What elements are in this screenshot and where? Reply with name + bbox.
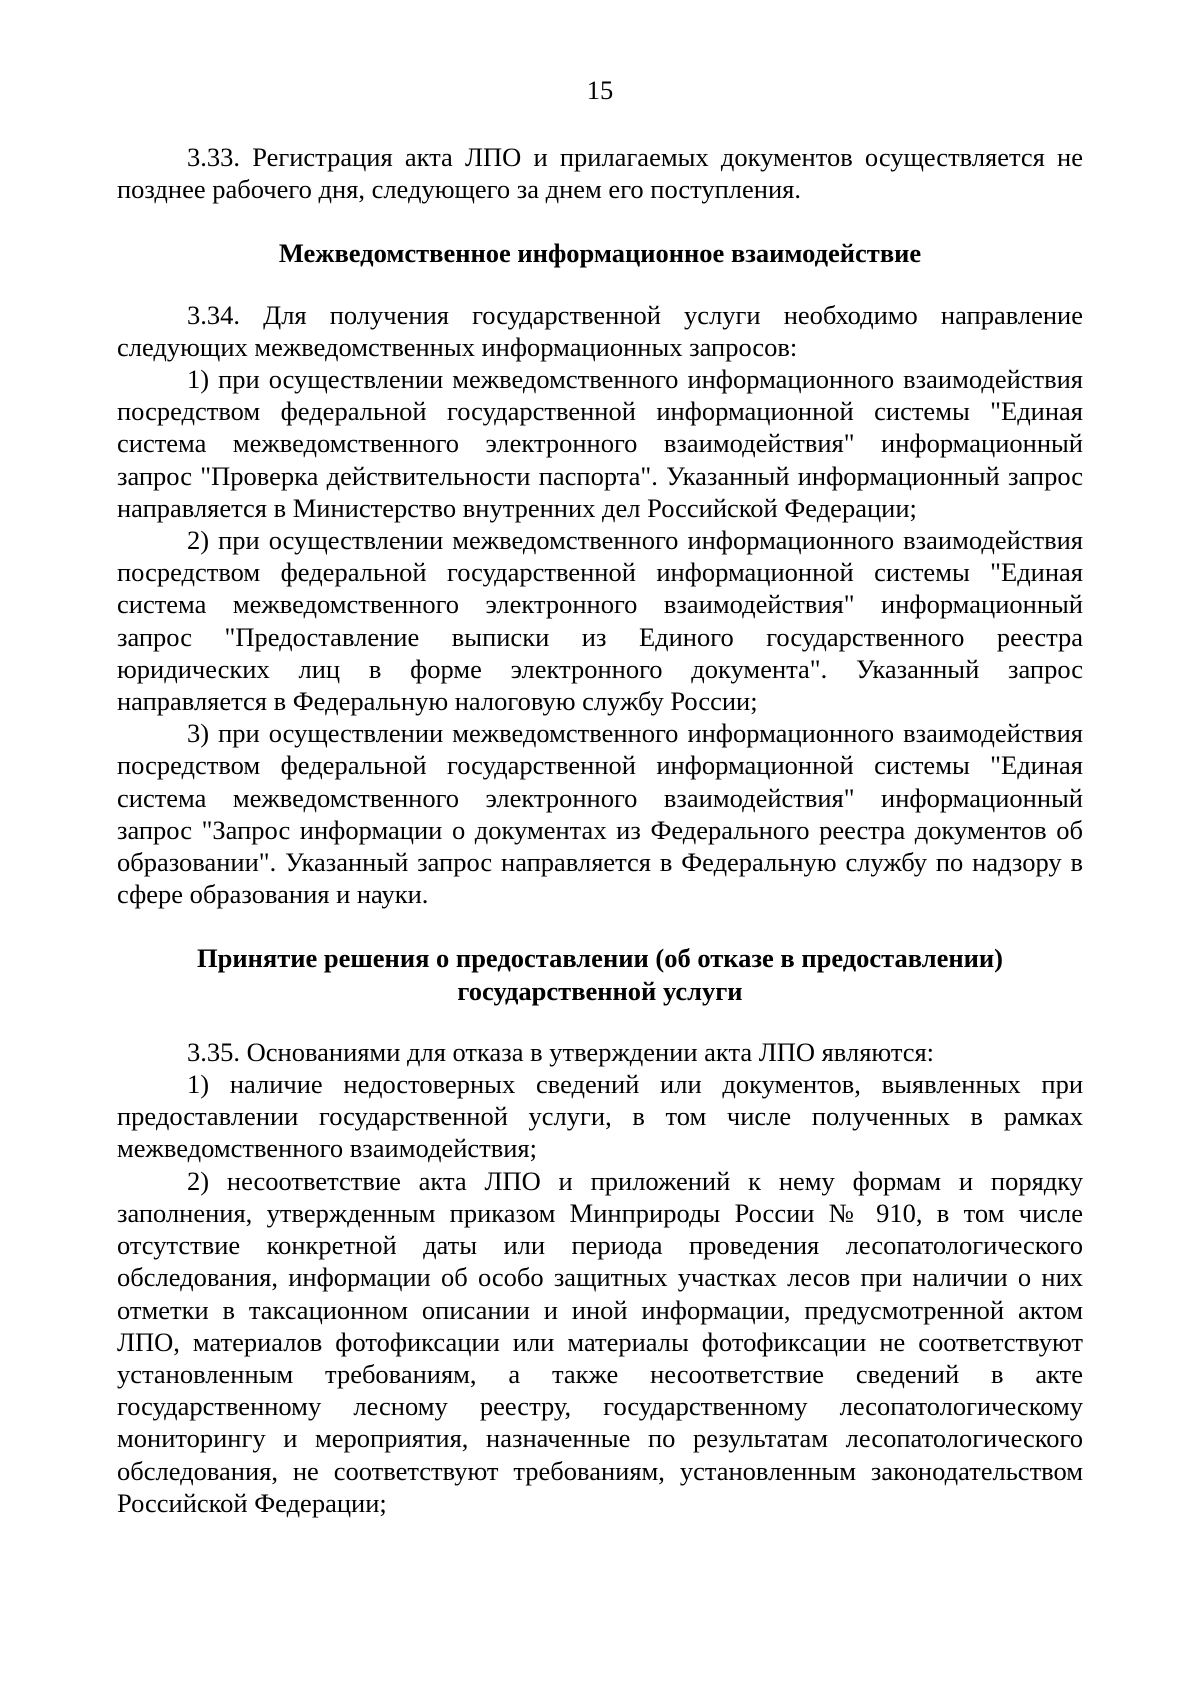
paragraph-3-35-item-1: 1) наличие недостоверных сведений или документов, выявленных при предоставлении государственной услуги, в том числе полученных в рамках межведомственного взаимодействия; — [117, 1069, 1083, 1164]
spacer — [117, 1007, 1083, 1036]
section-heading-decision — [117, 942, 1083, 1006]
spacer — [117, 910, 1083, 942]
section-heading-interagency: Межведомственное информационное взаимодействие — [278, 238, 922, 269]
spacer — [117, 205, 1083, 237]
paragraph-3-34-item-2: 2) при осуществлении межведомственного информационного взаимодействия посредством федеральной государственной информационной системы "Единая система межведомственного электронного взаимодействия" информационный запрос "Предоставление выписки из Единого государственного реестра юридических лиц в форме электронного документа". Указанный запрос направляется в Федеральную налоговую службу России; — [117, 525, 1083, 717]
section-heading-decision-line-1: Принятие решения о предоставлении (об отказе в предоставлении) — [197, 943, 1003, 974]
paragraph-3-34: 3.34. Для получения государственной услуги необходимо направление следующих межведомственных информационных запросов: — [117, 299, 1083, 362]
paragraph-3-35: 3.35. Основаниями для отказа в утверждении акта ЛПО являются: — [187, 1036, 935, 1067]
page-number: 15 — [586, 75, 614, 105]
paragraph-3-33: 3.33. Регистрация акта ЛПО и прилагаемых документов осуществляется не позднее рабочего дня, следующего за днем его поступления. — [117, 142, 1083, 205]
spacer — [117, 270, 1083, 299]
paragraph-3-34-item-3: 3) при осуществлении межведомственного информационного взаимодействия посредством федеральной государственной информационной системы "Единая система межведомственного электронного взаимодействия" информационный запрос "Запрос информации о документах из Федерального реестра документов об образовании". Указанный запрос направляется в Федеральную службу по надзору в сфере образования и науки. — [117, 718, 1083, 910]
document-body — [117, 141, 1083, 1519]
paragraph-3-34-item-1: 1) при осуществлении межведомственного информационного взаимодействия посредством федеральной государственной информационной системы "Единая система межведомственного электронного взаимодействия" информационный запрос "Проверка действительности паспорта". Указанный информационный запрос направляется в Министерство внутренних дел Российской Федерации; — [117, 364, 1083, 523]
section-heading-decision-line-2: государственной услуги — [457, 975, 743, 1006]
paragraph-3-35-item-2: 2) несоответствие акта ЛПО и приложений к нему формам и порядку заполнения, утвержденным приказом Минприроды России № 910, в том числе отсутствие конкретной даты или периода проведения лесопатологического обследования, информации об особо защитных участках лесов при наличии о них отметки в таксационном описании и иной информации, предусмотренной актом ЛПО, материалов фотофиксации или материалы фотофиксации не соответствуют установленным требованиям, а также несоответствие сведений в акте государственному лесному реестру, государственному лесопатологическому мониторингу и мероприятия, назначенные по результатам лесопатологического обследования, не соответствуют требованиям, установленным законодательством Российской Федерации; — [117, 1165, 1083, 1518]
